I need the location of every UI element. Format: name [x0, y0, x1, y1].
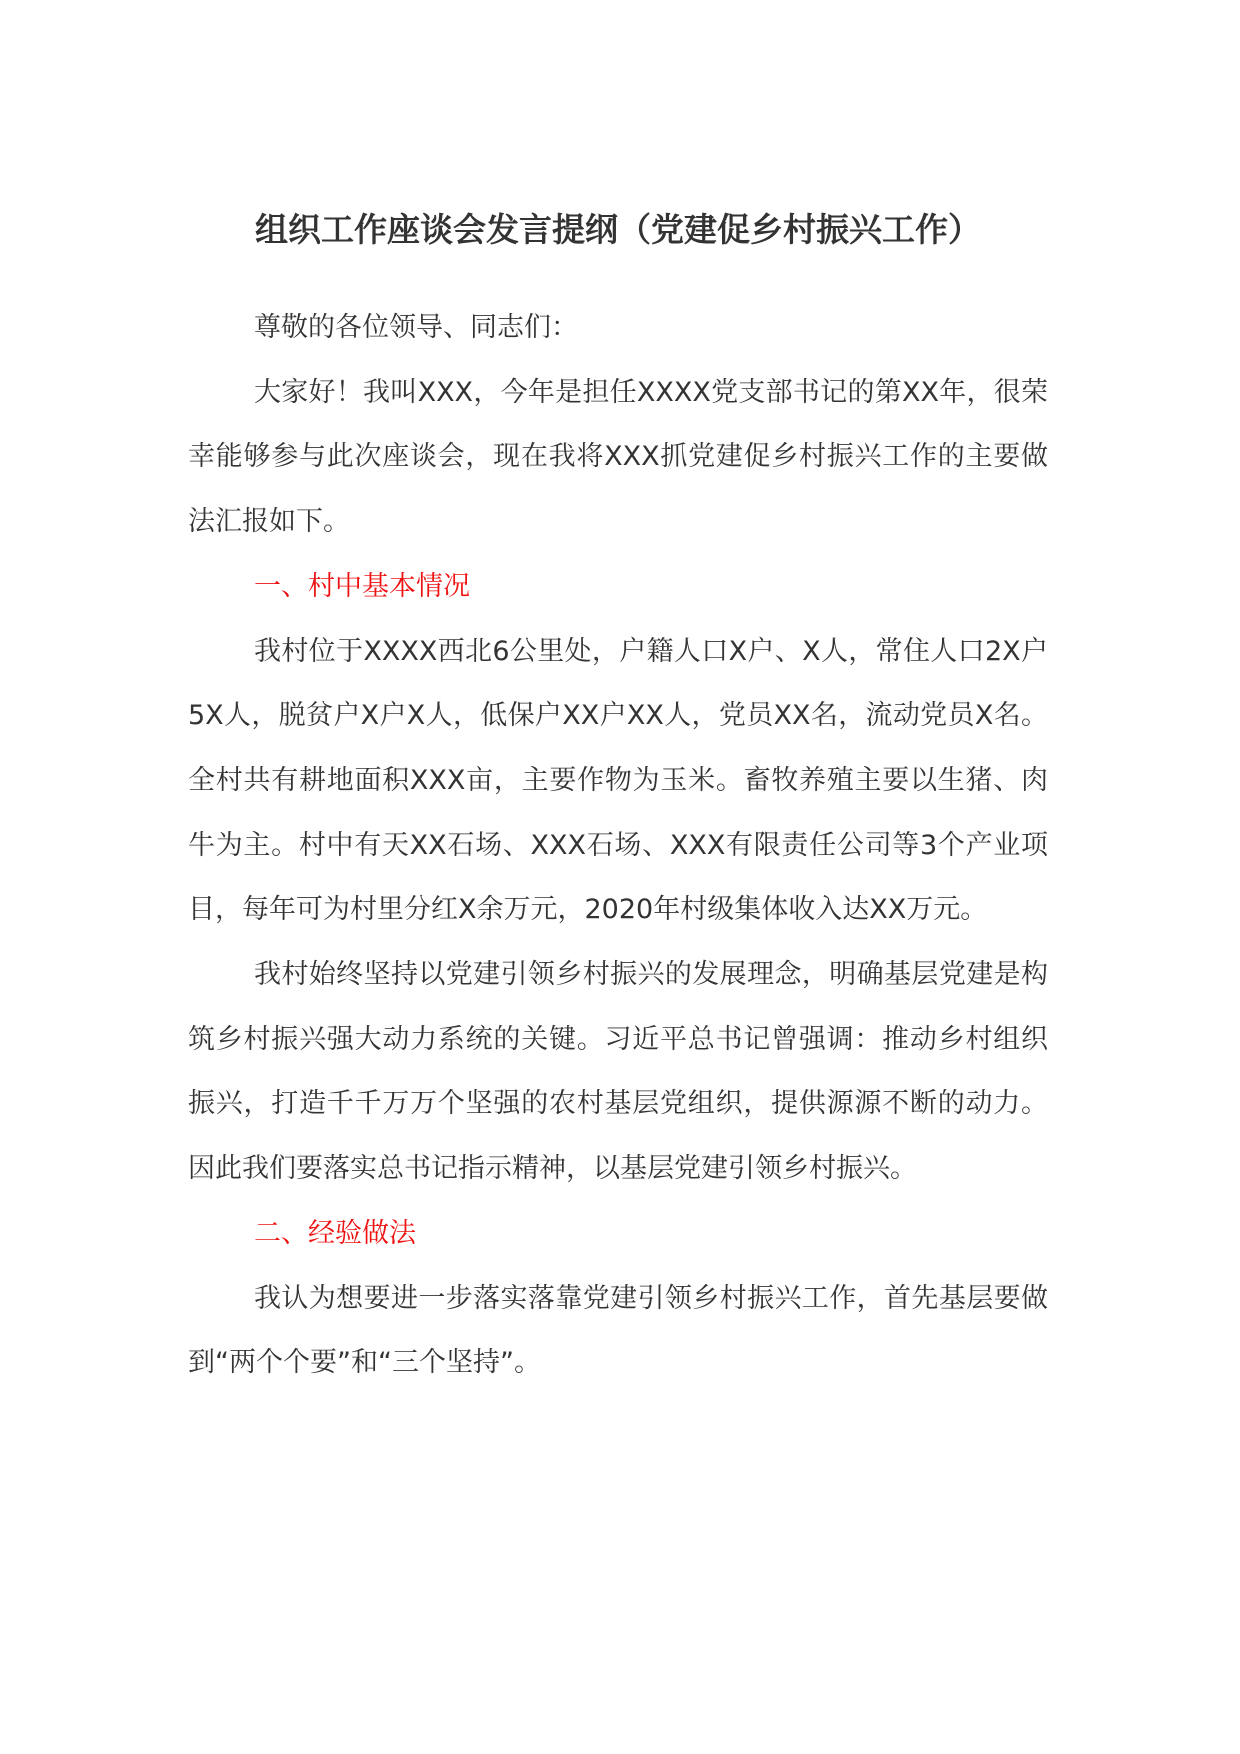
- basic-situation-paragraph: 我村位于XXXX西北6公里处，户籍人口X户、X人，常住人口2X户5X人，脱贫户X户X人，低保户XX户XX人，党员XX名，流动党员X名。全村共有耕地面积XXX亩，主要作物为玉米。畜牧养殖主要以生猪、肉牛为主。村中有天XX石场、XXX石场、XXX有限责任公司等3个产业项目，每年可为村里分红X余万元，2020年村级集体收入达XX万元。: [188, 635, 1048, 926]
- document-body: [188, 296, 1048, 1396]
- document-title: 组织工作座谈会发言提纲（党建促乡村振兴工作）: [255, 210, 981, 249]
- section-heading-experience: 二、经验做法: [254, 1217, 416, 1249]
- intro-paragraph: 大家好！我叫XXX，今年是担任XXXX党支部书记的第XX年，很荣幸能够参与此次座谈会，现在我将XXX抓党建促乡村振兴工作的主要做法汇报如下。: [188, 376, 1048, 538]
- salutation: 尊敬的各位领导、同志们：: [254, 312, 578, 343]
- party-building-paragraph: 我村始终坚持以党建引领乡村振兴的发展理念，明确基层党建是构筑乡村振兴强大动力系统的关键。习近平总书记曾强调：推动乡村组织振兴，打造千千万万个坚强的农村基层党组织，提供源源不断的动力。因此我们要落实总书记指示精神，以基层党建引领乡村振兴。: [188, 959, 1048, 1185]
- experience-paragraph: 我认为想要进一步落实落靠党建引领乡村振兴工作，首先基层要做到“两个个要”和“三个坚持”。: [188, 1282, 1048, 1379]
- section-heading-basic-situation: 一、村中基本情况: [254, 570, 470, 602]
